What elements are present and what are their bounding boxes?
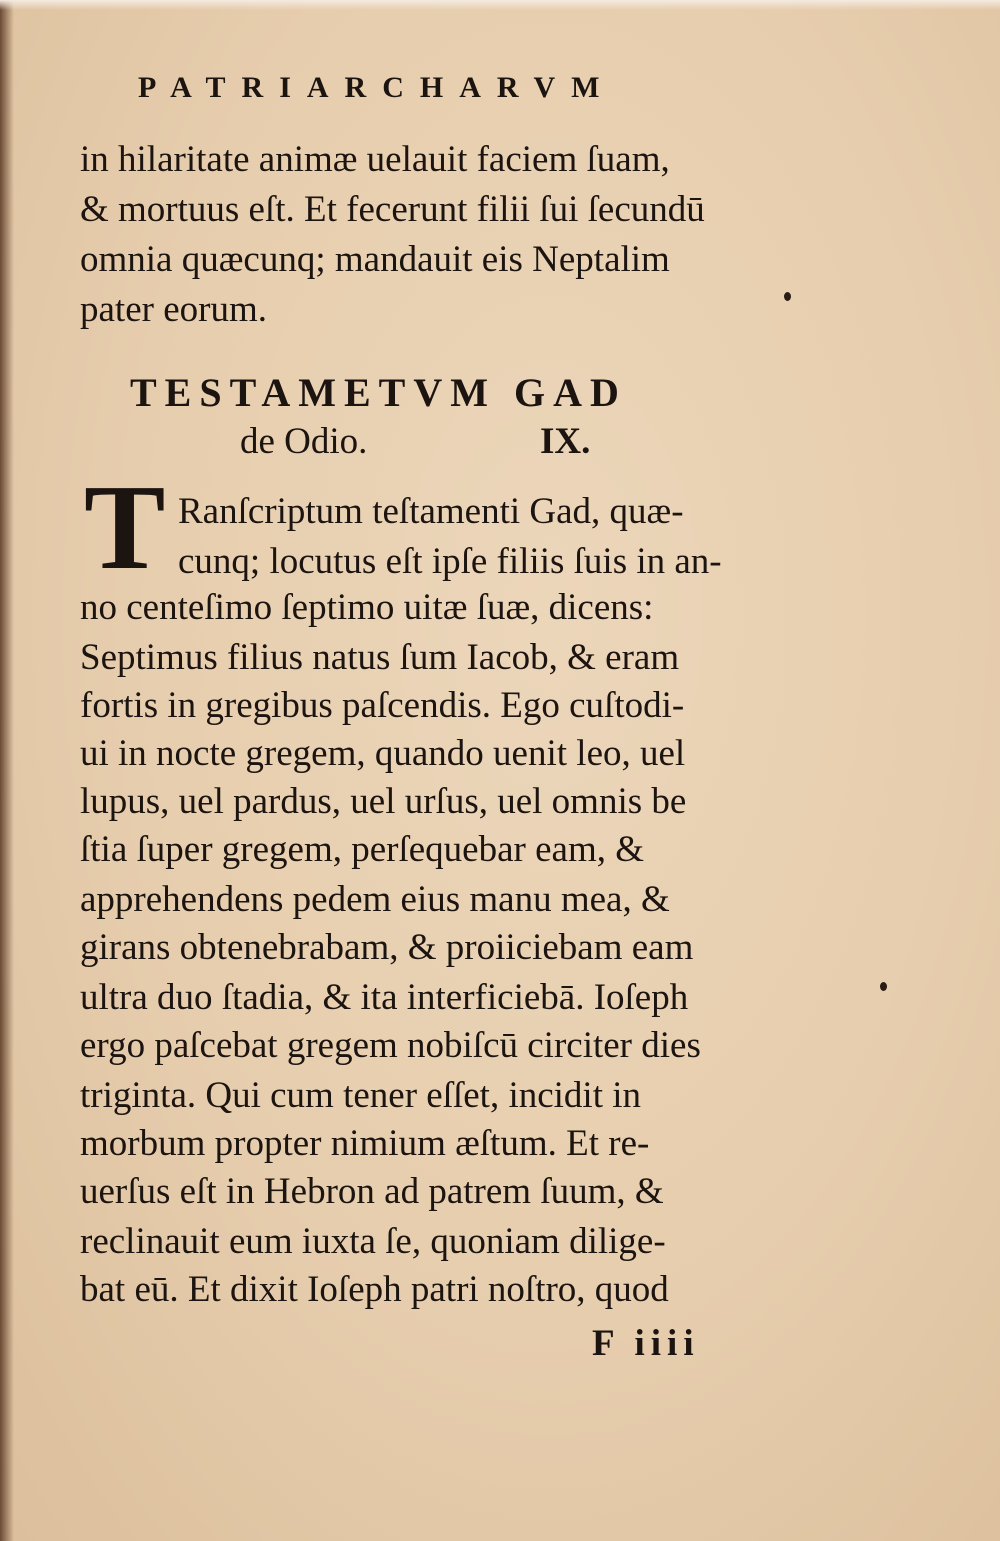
text-line: in hilaritate animæ uelauit faciem ſuam, bbox=[80, 139, 670, 180]
text-line: pater eorum. bbox=[80, 289, 267, 330]
text-line: uerſus eſt in Hebron ad patrem ſuum, & bbox=[80, 1171, 664, 1212]
text-line: fortis in gregibus paſcendis. Ego cuſtodi- bbox=[80, 685, 685, 726]
ink-spot bbox=[784, 292, 791, 301]
text-line: ergo paſcebat gregem nobiſcū circiter dies bbox=[80, 1025, 701, 1066]
ink-spot bbox=[880, 982, 887, 991]
text-line: reclinauit eum iuxta ſe, quoniam dilige- bbox=[80, 1221, 666, 1262]
drop-cap: T bbox=[84, 460, 166, 595]
text-line: Ranſcriptum teſtamenti Gad, quæ- bbox=[178, 491, 684, 532]
section-subtitle: de Odio. bbox=[240, 421, 368, 462]
text-line: apprehendens pedem eius manu mea, & bbox=[80, 879, 670, 920]
text-line: morbum propter nimium æſtum. Et re- bbox=[80, 1123, 650, 1164]
signature-mark: F iiii bbox=[592, 1323, 700, 1364]
text-line: ui in nocte gregem, quando uenit leo, uel bbox=[80, 733, 686, 774]
section-number: IX. bbox=[540, 421, 591, 462]
gutter-shadow bbox=[0, 0, 14, 1541]
text-line: & mortuus eſt. Et fecerunt filii ſui ſecundū bbox=[80, 189, 705, 230]
text-line: girans obtenebrabam, & proiiciebam eam bbox=[80, 927, 694, 968]
text-line: Septimus filius natus ſum Iacob, & eram bbox=[80, 637, 680, 678]
text-line: cunq; locutus eſt ipſe filiis ſuis in an- bbox=[178, 541, 722, 582]
text-line: lupus, uel pardus, uel urſus, uel omnis be bbox=[80, 781, 687, 822]
text-line: bat eū. Et dixit Ioſeph patri noſtro, quod bbox=[80, 1269, 669, 1310]
section-subtitle-row bbox=[240, 418, 640, 466]
text-line: ſtia ſuper gregem, perſequebar eam, & bbox=[80, 829, 644, 870]
page-top-edge bbox=[0, 0, 1000, 10]
text-line: triginta. Qui cum tener eſſet, incidit in bbox=[80, 1075, 642, 1116]
running-head: PATRIARCHARVM bbox=[138, 71, 616, 104]
section-title: TESTAMETVM GAD bbox=[130, 370, 627, 415]
text-line: no centeſimo ſeptimo uitæ ſuæ, dicens: bbox=[80, 587, 654, 628]
text-line: ultra duo ſtadia, & ita interficiebā. Ioſeph bbox=[80, 977, 689, 1018]
text-line: omnia quæcunq; mandauit eis Neptalim bbox=[80, 239, 670, 280]
